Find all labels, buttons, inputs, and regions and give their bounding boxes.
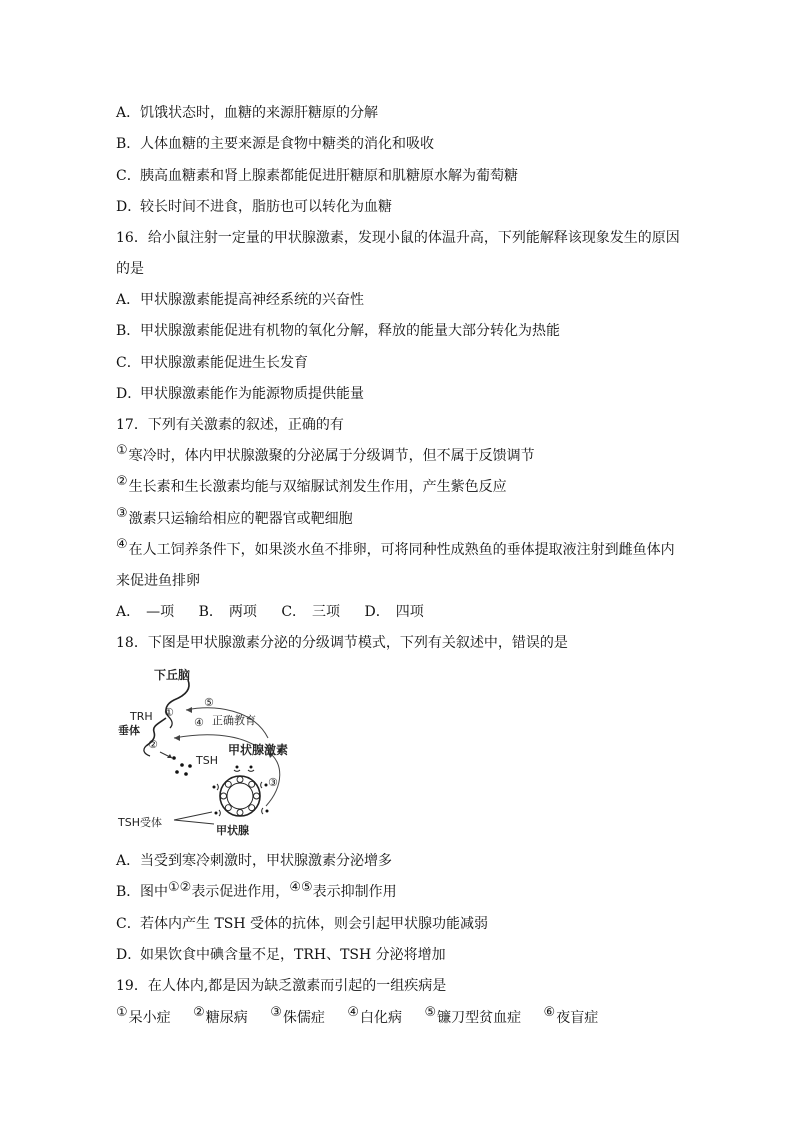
pituitary-label: 垂体: [118, 724, 140, 737]
q17-statement-4: ④在人工饲养条件下，如果淡水鱼不排卵，可将同种性成熟鱼的垂体提取液注射到雌鱼体内: [116, 537, 675, 558]
q15-option-b: B．人体血糖的主要来源是食物中糖类的消化和吸收: [116, 136, 434, 152]
q18-option-c: C．若体内产生 TSH 受体的抗体，则会引起甲状腺功能减弱: [116, 916, 489, 932]
q17-statement-4-cont: 来促进鱼排卵: [116, 573, 200, 589]
q18-option-b: B．图中①②表示促进作用，④⑤表示抑制作用: [116, 880, 397, 900]
q17-options: [116, 602, 424, 622]
q15-option-d: D．较长时间不进食，脂肪也可以转化为血糖: [116, 199, 392, 215]
q19-item-5: ⑤镰刀型贫血症: [424, 1005, 522, 1026]
q17-option-b: B． 两项: [198, 604, 257, 620]
marker-3: ③: [268, 776, 278, 789]
marker-2: ②: [148, 738, 158, 751]
q19-item-3: ③侏儒症: [270, 1005, 325, 1026]
q16-option-d: D．甲状腺激素能作为能源物质提供能量: [116, 386, 364, 402]
q19-stem: 19．在人体内,都是因为缺乏激素而引起的一组疾病是: [116, 978, 447, 994]
q16-stem-cont: 的是: [116, 261, 144, 277]
q17-stem: 17．下列有关激素的叙述，正确的有: [116, 417, 344, 433]
marker-5: ⑤: [204, 696, 214, 709]
q15-option-c: C．胰高血糖素和肾上腺素都能促进肝糖原和肌糖原水解为葡萄糖: [116, 168, 518, 184]
q17-statement-3: ③激素只运输给相应的靶器官或靶细胞: [116, 506, 353, 527]
q17-option-d: D． 四项: [364, 604, 424, 620]
q19-items: [116, 1005, 599, 1029]
marker-1: ①: [164, 706, 174, 719]
q18-option-d: D．如果饮食中碘含量不足，TRH、TSH 分泌将增加: [116, 947, 446, 963]
q16-option-c: C．甲状腺激素能促进生长发育: [116, 355, 308, 371]
q16-option-a: A．甲状腺激素能提高神经系统的兴奋性: [116, 292, 364, 308]
q18-option-a: A．当受到寒冷刺激时，甲状腺激素分泌增多: [116, 853, 392, 869]
trh-label: TRH: [130, 710, 153, 723]
q19-item-2: ②糖尿病: [193, 1005, 248, 1026]
q18-stem: 18．下图是甲状腺激素分泌的分级调节模式，下列有关叙述中，错误的是: [116, 635, 568, 651]
q19-item-4: ④白化病: [347, 1005, 402, 1026]
watermark-text: 正确教育: [212, 714, 256, 727]
thyroid-hormone-label: 甲状腺激素: [228, 743, 289, 757]
q17-option-c: C． 三项: [281, 604, 341, 620]
q19-item-6: ⑥夜盲症: [543, 1005, 599, 1026]
q15-option-a: A．饥饿状态时，血糖的来源肝糖原的分解: [116, 105, 378, 121]
marker-4: ④: [194, 716, 204, 729]
tsh-receptor-label: TSH受体: [118, 816, 162, 829]
hypothalamus-label: 下丘脑: [154, 668, 191, 682]
q19-item-1: ①呆小症: [116, 1005, 171, 1026]
tsh-label: TSH: [196, 754, 218, 767]
q16-stem: 16．给小鼠注射一定量的甲状腺激素，发现小鼠的体温升高，下列能解释该现象发生的原因: [116, 230, 680, 246]
q17-option-a: A． —项: [116, 604, 175, 620]
q16-option-b: B．甲状腺激素能促进有机物的氧化分解，释放的能量大部分转化为热能: [116, 323, 560, 339]
thyroid-regulation-diagram: [116, 666, 306, 838]
q17-statement-1: ①寒冷时，体内甲状腺激聚的分泌属于分级调节，但不属于反馈调节: [116, 443, 535, 464]
q17-statement-2: ②生长素和生长激素均能与双缩脲试剂发生作用，产生紫色反应: [116, 474, 507, 495]
thyroid-label: 甲状腺: [216, 824, 249, 837]
